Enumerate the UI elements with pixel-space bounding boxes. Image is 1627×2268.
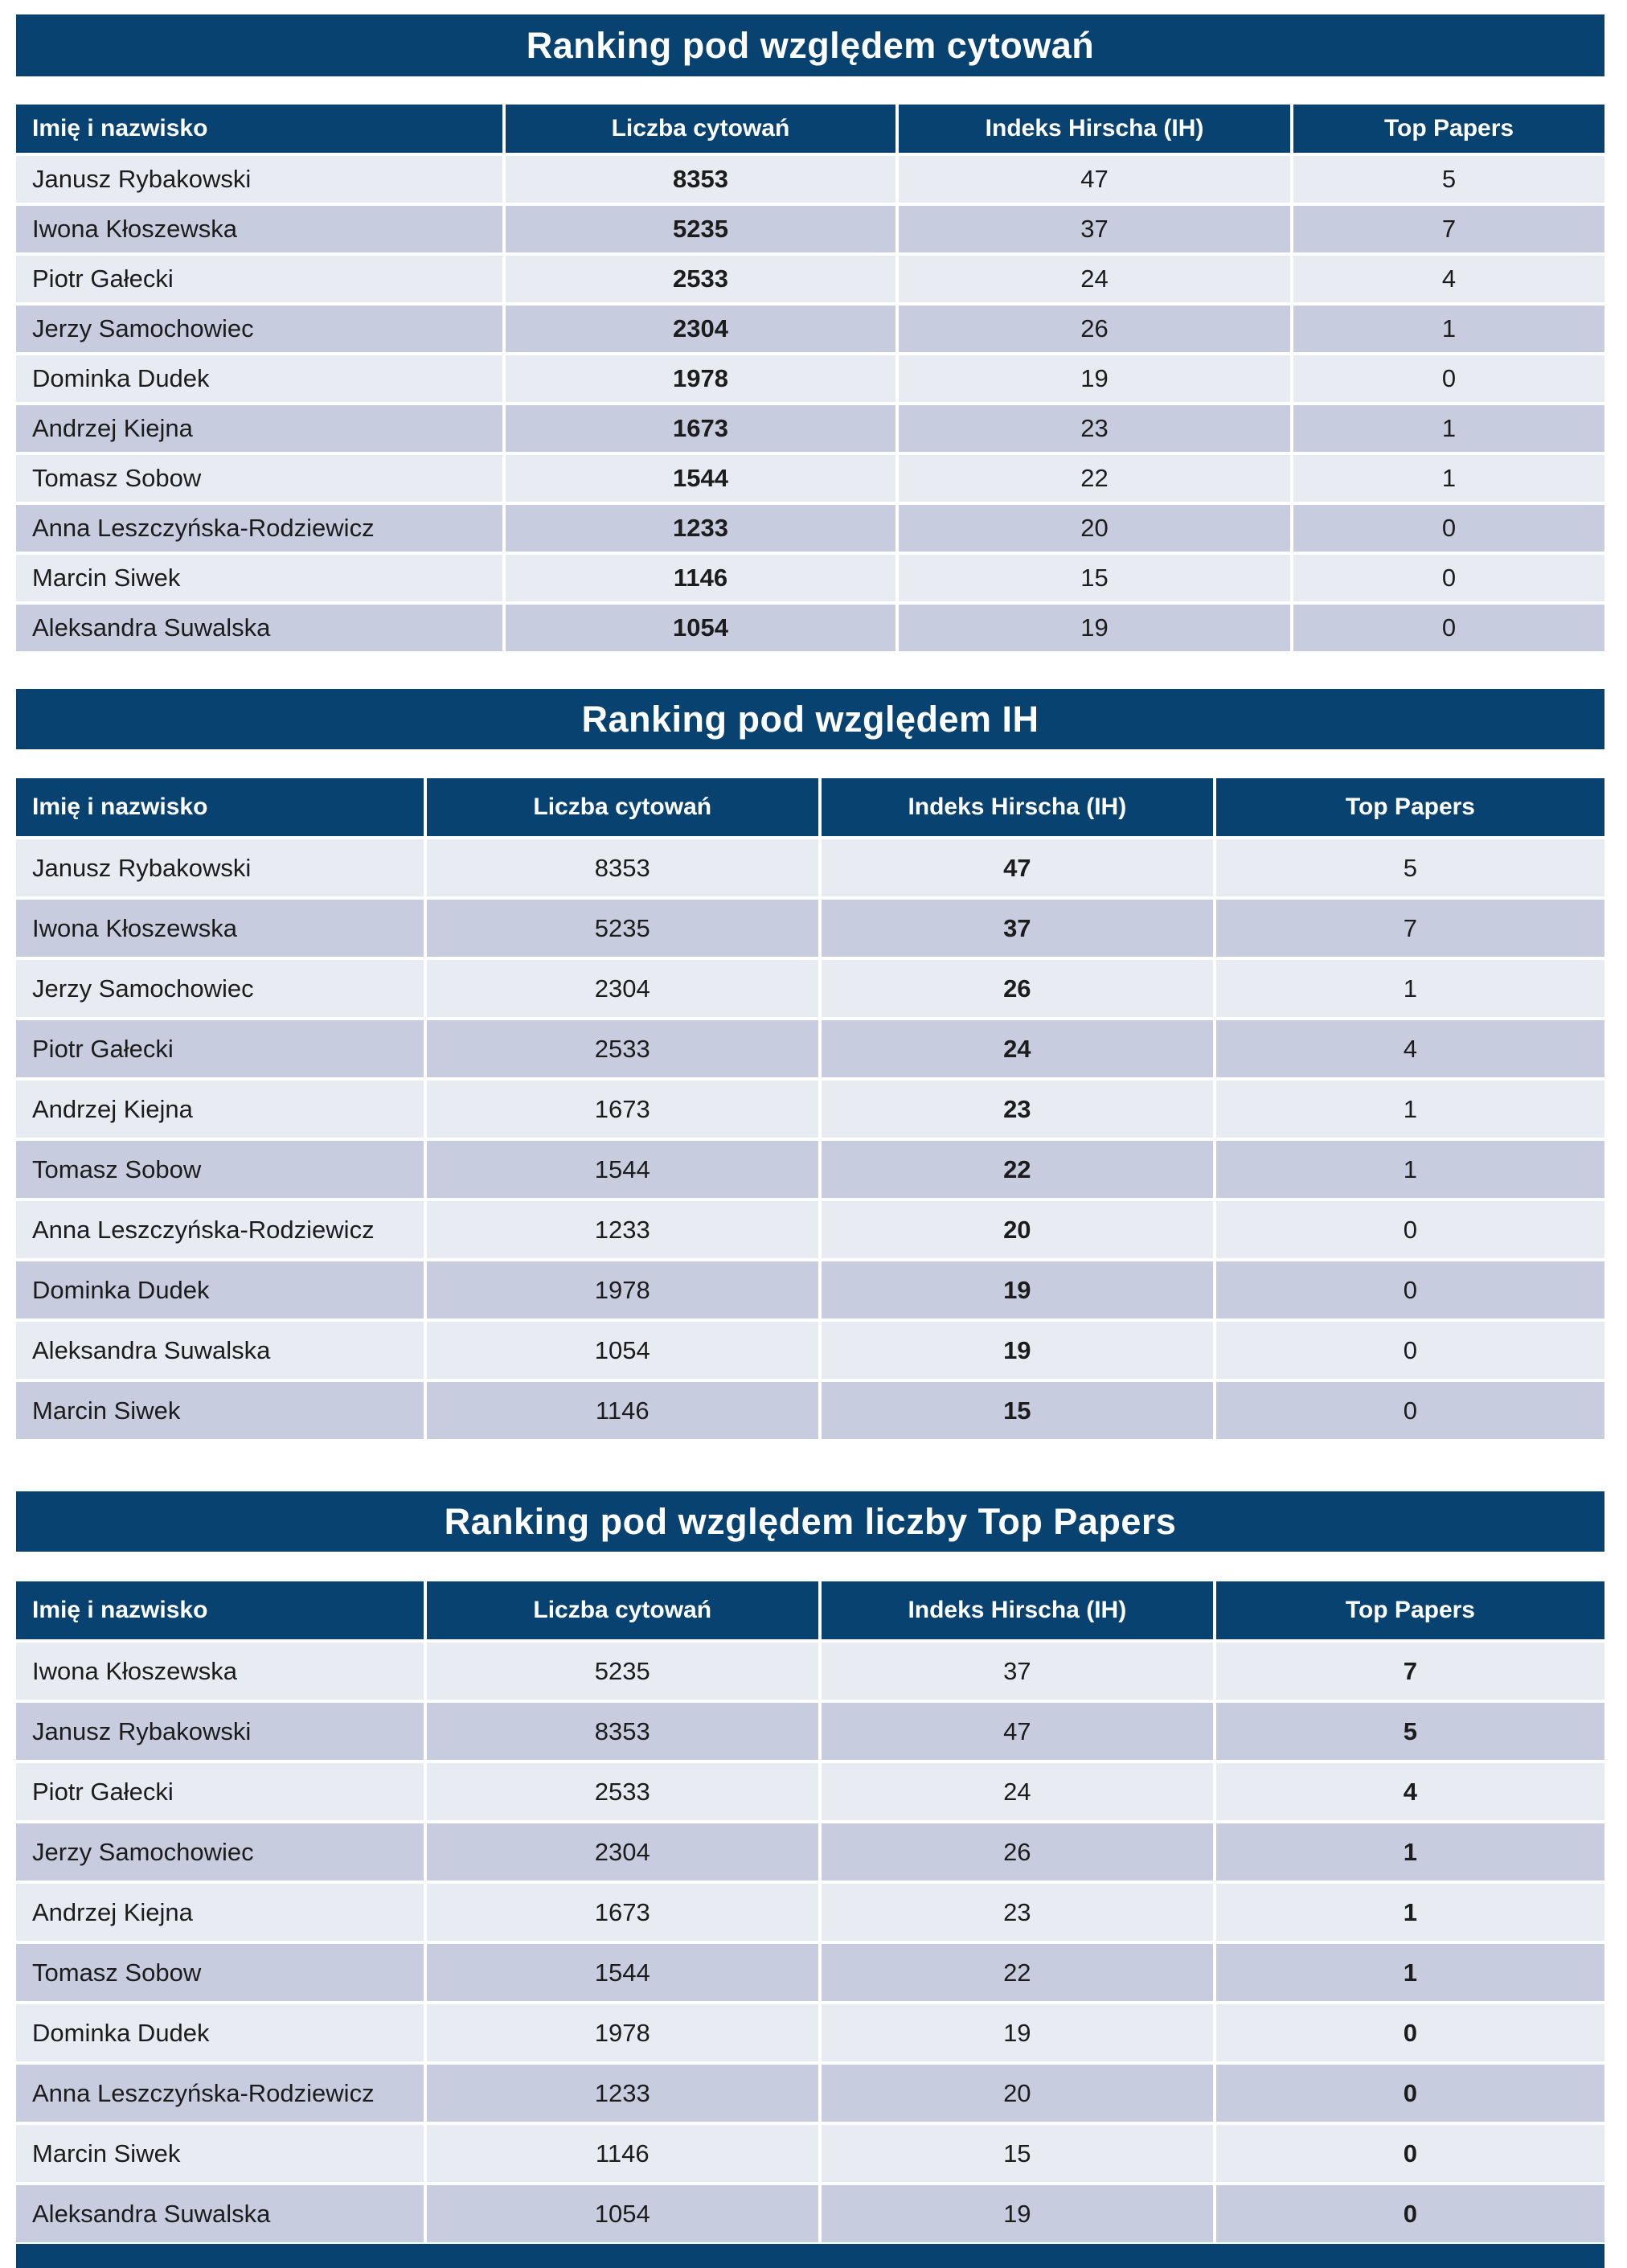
value-cell-h-index: 23	[822, 1081, 1213, 1138]
spacer	[16, 76, 1604, 105]
column-header-name: Imię i nazwisko	[16, 105, 502, 153]
value-cell-top-papers: 1	[1293, 306, 1604, 352]
value-cell-h-index: 19	[899, 605, 1290, 651]
value-cell-h-index: 20	[822, 2065, 1213, 2122]
value-cell-top-papers: 1	[1293, 405, 1604, 452]
value-cell-top-papers: 7	[1216, 1643, 1604, 1700]
value-cell-citations: 1978	[427, 2004, 818, 2061]
value-cell-h-index: 19	[822, 1261, 1213, 1319]
column-header-h-index: Indeks Hirscha (IH)	[822, 1581, 1213, 1639]
spacer	[16, 651, 1604, 689]
column-header-name: Imię i nazwisko	[16, 1581, 424, 1639]
ranking-hindex-title-bar: Ranking pod względem IH	[16, 689, 1604, 749]
value-cell-top-papers: 4	[1216, 1763, 1604, 1820]
value-cell-citations: 2304	[427, 1823, 818, 1880]
value-cell-h-index: 24	[822, 1763, 1213, 1820]
person-name-cell: Aleksandra Suwalska	[16, 2185, 424, 2242]
person-name-cell: Jerzy Samochowiec	[16, 1823, 424, 1880]
value-cell-h-index: 47	[899, 156, 1290, 203]
value-cell-citations: 1146	[427, 2125, 818, 2182]
value-cell-h-index: 15	[899, 555, 1290, 601]
person-name-cell: Piotr Gałecki	[16, 256, 502, 302]
person-name-cell: Andrzej Kiejna	[16, 1884, 424, 1941]
column-header-citations: Liczba cytowań	[427, 778, 818, 836]
value-cell-citations: 1146	[506, 555, 895, 601]
value-cell-citations: 5235	[506, 206, 895, 252]
value-cell-top-papers: 0	[1216, 1322, 1604, 1379]
value-cell-citations: 1544	[427, 1141, 818, 1198]
value-cell-citations: 1054	[427, 2185, 818, 2242]
person-name-cell: Piotr Gałecki	[16, 1763, 424, 1820]
value-cell-top-papers: 1	[1216, 1141, 1604, 1198]
value-cell-citations: 1544	[506, 455, 895, 502]
value-cell-top-papers: 0	[1293, 555, 1604, 601]
value-cell-h-index: 37	[822, 1643, 1213, 1700]
spacer	[16, 1439, 1604, 1491]
person-name-cell: Janusz Rybakowski	[16, 839, 424, 896]
value-cell-h-index: 47	[822, 839, 1213, 896]
value-cell-citations: 1233	[506, 505, 895, 552]
person-name-cell: Janusz Rybakowski	[16, 156, 502, 203]
value-cell-top-papers: 0	[1216, 1382, 1604, 1439]
value-cell-citations: 1233	[427, 1201, 818, 1258]
person-name-cell: Marcin Siwek	[16, 555, 502, 601]
value-cell-citations: 2304	[506, 306, 895, 352]
value-cell-h-index: 23	[899, 405, 1290, 452]
value-cell-citations: 5235	[427, 900, 818, 957]
value-cell-h-index: 19	[822, 2004, 1213, 2061]
value-cell-citations: 2533	[427, 1020, 818, 1077]
partial-next-title-bar	[16, 2244, 1604, 2268]
value-cell-top-papers: 0	[1216, 1261, 1604, 1319]
value-cell-top-papers: 5	[1293, 156, 1604, 203]
person-name-cell: Dominka Dudek	[16, 2004, 424, 2061]
person-name-cell: Iwona Kłoszewska	[16, 1643, 424, 1700]
person-name-cell: Janusz Rybakowski	[16, 1703, 424, 1760]
ranking-top-papers-table	[16, 1581, 1604, 2242]
value-cell-citations: 1544	[427, 1944, 818, 2001]
value-cell-h-index: 24	[899, 256, 1290, 302]
value-cell-citations: 8353	[427, 1703, 818, 1760]
ranking-top-papers-title-bar: Ranking pod względem liczby Top Papers	[16, 1491, 1604, 1552]
value-cell-citations: 1673	[506, 405, 895, 452]
column-header-h-index: Indeks Hirscha (IH)	[822, 778, 1213, 836]
person-name-cell: Jerzy Samochowiec	[16, 960, 424, 1017]
value-cell-h-index: 19	[899, 355, 1290, 402]
person-name-cell: Marcin Siwek	[16, 1382, 424, 1439]
value-cell-citations: 1673	[427, 1081, 818, 1138]
value-cell-citations: 1146	[427, 1382, 818, 1439]
value-cell-h-index: 19	[822, 2185, 1213, 2242]
value-cell-top-papers: 1	[1293, 455, 1604, 502]
person-name-cell: Anna Leszczyńska-Rodziewicz	[16, 1201, 424, 1258]
person-name-cell: Anna Leszczyńska-Rodziewicz	[16, 2065, 424, 2122]
value-cell-citations: 2533	[427, 1763, 818, 1820]
value-cell-h-index: 47	[822, 1703, 1213, 1760]
value-cell-top-papers: 5	[1216, 1703, 1604, 1760]
value-cell-citations: 1673	[427, 1884, 818, 1941]
ranking-citations-table	[16, 105, 1604, 651]
ranking-hindex-section	[16, 689, 1604, 1439]
column-header-top-papers: Top Papers	[1216, 1581, 1604, 1639]
person-name-cell: Tomasz Sobow	[16, 1141, 424, 1198]
value-cell-citations: 1978	[427, 1261, 818, 1319]
column-header-citations: Liczba cytowań	[506, 105, 895, 153]
value-cell-top-papers: 0	[1216, 2065, 1604, 2122]
column-header-top-papers: Top Papers	[1293, 105, 1604, 153]
value-cell-top-papers: 4	[1293, 256, 1604, 302]
ranking-citations-section	[16, 14, 1604, 651]
person-name-cell: Iwona Kłoszewska	[16, 900, 424, 957]
person-name-cell: Tomasz Sobow	[16, 455, 502, 502]
value-cell-citations: 5235	[427, 1643, 818, 1700]
value-cell-top-papers: 1	[1216, 1081, 1604, 1138]
column-header-name: Imię i nazwisko	[16, 778, 424, 836]
person-name-cell: Dominka Dudek	[16, 355, 502, 402]
value-cell-top-papers: 1	[1216, 1823, 1604, 1880]
ranking-top-papers-section	[16, 1491, 1604, 2242]
value-cell-top-papers: 0	[1216, 1201, 1604, 1258]
value-cell-top-papers: 0	[1216, 2125, 1604, 2182]
value-cell-h-index: 37	[899, 206, 1290, 252]
value-cell-h-index: 20	[822, 1201, 1213, 1258]
value-cell-top-papers: 0	[1216, 2004, 1604, 2061]
value-cell-top-papers: 7	[1216, 900, 1604, 957]
person-name-cell: Aleksandra Suwalska	[16, 605, 502, 651]
value-cell-top-papers: 0	[1293, 605, 1604, 651]
value-cell-top-papers: 1	[1216, 960, 1604, 1017]
value-cell-h-index: 26	[899, 306, 1290, 352]
value-cell-citations: 1054	[506, 605, 895, 651]
column-header-top-papers: Top Papers	[1216, 778, 1604, 836]
value-cell-top-papers: 7	[1293, 206, 1604, 252]
value-cell-citations: 1054	[427, 1322, 818, 1379]
value-cell-h-index: 26	[822, 1823, 1213, 1880]
value-cell-citations: 8353	[427, 839, 818, 896]
value-cell-top-papers: 5	[1216, 839, 1604, 896]
value-cell-h-index: 22	[822, 1944, 1213, 2001]
spacer	[16, 749, 1604, 778]
value-cell-citations: 8353	[506, 156, 895, 203]
value-cell-citations: 2533	[506, 256, 895, 302]
value-cell-h-index: 19	[822, 1322, 1213, 1379]
column-header-h-index: Indeks Hirscha (IH)	[899, 105, 1290, 153]
spacer	[16, 1552, 1604, 1581]
value-cell-top-papers: 0	[1293, 505, 1604, 552]
ranking-citations-title-bar: Ranking pod względem cytowań	[16, 14, 1604, 76]
person-name-cell: Dominka Dudek	[16, 1261, 424, 1319]
person-name-cell: Jerzy Samochowiec	[16, 306, 502, 352]
person-name-cell: Andrzej Kiejna	[16, 405, 502, 452]
value-cell-citations: 2304	[427, 960, 818, 1017]
value-cell-citations: 1233	[427, 2065, 818, 2122]
value-cell-h-index: 37	[822, 900, 1213, 957]
value-cell-top-papers: 0	[1293, 355, 1604, 402]
column-header-citations: Liczba cytowań	[427, 1581, 818, 1639]
person-name-cell: Marcin Siwek	[16, 2125, 424, 2182]
person-name-cell: Andrzej Kiejna	[16, 1081, 424, 1138]
person-name-cell: Iwona Kłoszewska	[16, 206, 502, 252]
value-cell-h-index: 20	[899, 505, 1290, 552]
value-cell-h-index: 23	[822, 1884, 1213, 1941]
person-name-cell: Piotr Gałecki	[16, 1020, 424, 1077]
value-cell-top-papers: 0	[1216, 2185, 1604, 2242]
value-cell-h-index: 26	[822, 960, 1213, 1017]
person-name-cell: Aleksandra Suwalska	[16, 1322, 424, 1379]
value-cell-citations: 1978	[506, 355, 895, 402]
value-cell-top-papers: 4	[1216, 1020, 1604, 1077]
value-cell-h-index: 22	[822, 1141, 1213, 1198]
person-name-cell: Tomasz Sobow	[16, 1944, 424, 2001]
person-name-cell: Anna Leszczyńska-Rodziewicz	[16, 505, 502, 552]
ranking-hindex-table	[16, 778, 1604, 1439]
value-cell-h-index: 15	[822, 2125, 1213, 2182]
value-cell-h-index: 22	[899, 455, 1290, 502]
value-cell-top-papers: 1	[1216, 1884, 1604, 1941]
value-cell-h-index: 24	[822, 1020, 1213, 1077]
value-cell-h-index: 15	[822, 1382, 1213, 1439]
value-cell-top-papers: 1	[1216, 1944, 1604, 2001]
